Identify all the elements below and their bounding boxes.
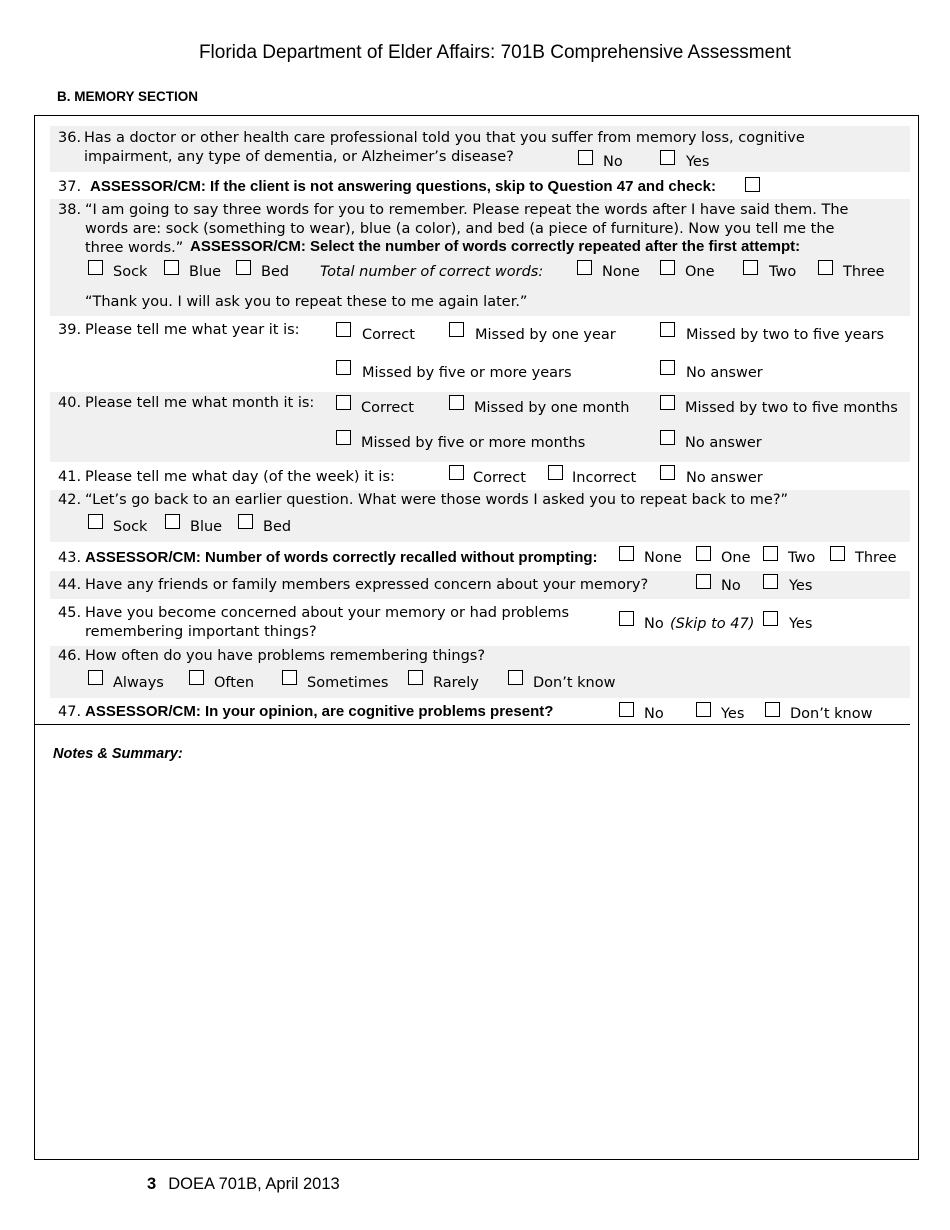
q45-number: 45. bbox=[58, 605, 82, 621]
q38-bed-checkbox[interactable] bbox=[236, 260, 251, 275]
notes-summary-label: Notes & Summary: bbox=[53, 746, 183, 762]
q40-correct-label: Correct bbox=[361, 400, 414, 416]
q38-text-line1: “I am going to say three words for you to remember. Please repeat the words after I have said them. The bbox=[85, 202, 849, 218]
q46-dont-know-checkbox[interactable] bbox=[508, 670, 523, 685]
q42-sock-checkbox[interactable] bbox=[88, 514, 103, 529]
q44-no-label: No bbox=[721, 578, 741, 594]
q44-number: 44. bbox=[58, 577, 82, 593]
q44-no-checkbox[interactable] bbox=[696, 574, 711, 589]
q39-missed-one-label: Missed by one year bbox=[475, 327, 616, 343]
q44-yes-checkbox[interactable] bbox=[763, 574, 778, 589]
q40-no-answer-label: No answer bbox=[685, 435, 762, 451]
q47-number: 47. bbox=[58, 704, 82, 720]
q38-sock-label: Sock bbox=[113, 264, 148, 280]
q43-three-label: Three bbox=[855, 550, 897, 566]
q47-no-label: No bbox=[644, 706, 664, 722]
q43-two-checkbox[interactable] bbox=[763, 546, 778, 561]
q42-blue-checkbox[interactable] bbox=[165, 514, 180, 529]
document-title: Florida Department of Elder Affairs: 701B Comprehensive Assessment bbox=[198, 42, 792, 63]
q40-missed-five-plus-label: Missed by five or more months bbox=[361, 435, 586, 451]
q47-dont-know-label: Don’t know bbox=[790, 706, 873, 722]
q39-missed-two-five-checkbox[interactable] bbox=[660, 322, 675, 337]
q43-one-checkbox[interactable] bbox=[696, 546, 711, 561]
q36-no-checkbox[interactable] bbox=[578, 150, 593, 165]
q47-dont-know-checkbox[interactable] bbox=[765, 702, 780, 717]
q38-sock-checkbox[interactable] bbox=[88, 260, 103, 275]
q42-sock-label: Sock bbox=[113, 519, 148, 535]
q44-yes-label: Yes bbox=[789, 578, 813, 594]
q46-sometimes-checkbox[interactable] bbox=[282, 670, 297, 685]
section-title: B. MEMORY SECTION bbox=[57, 89, 199, 104]
q42-text: “Let’s go back to an earlier question. What were those words I asked you to repeat back to me?” bbox=[85, 492, 789, 508]
q39-correct-label: Correct bbox=[362, 327, 415, 343]
q46-rarely-checkbox[interactable] bbox=[408, 670, 423, 685]
q39-text: Please tell me what year it is: bbox=[85, 322, 300, 338]
q39-correct-checkbox[interactable] bbox=[336, 322, 351, 337]
q36-number: 36. bbox=[58, 130, 82, 146]
q40-missed-one-checkbox[interactable] bbox=[449, 395, 464, 410]
q38-none-checkbox[interactable] bbox=[577, 260, 592, 275]
form-identifier: DOEA 701B, April 2013 bbox=[168, 1175, 340, 1193]
q36-yes-label: Yes bbox=[686, 154, 710, 170]
q41-number: 41. bbox=[58, 469, 82, 485]
q36-yes-checkbox[interactable] bbox=[660, 150, 675, 165]
q38-blue-label: Blue bbox=[189, 264, 222, 280]
q43-two-label: Two bbox=[788, 550, 816, 566]
q41-no-answer-label: No answer bbox=[686, 470, 763, 486]
q39-no-answer-label: No answer bbox=[686, 365, 763, 381]
q40-missed-one-label: Missed by one month bbox=[474, 400, 630, 416]
q38-one-label: One bbox=[685, 264, 715, 280]
q42-number: 42. bbox=[58, 492, 82, 508]
q43-none-label: None bbox=[644, 550, 682, 566]
q45-skip-note: (Skip to 47) bbox=[670, 616, 755, 632]
q41-no-answer-checkbox[interactable] bbox=[660, 465, 675, 480]
q45-yes-label: Yes bbox=[789, 616, 813, 632]
q41-incorrect-label: Incorrect bbox=[572, 470, 637, 486]
q38-total-label: Total number of correct words: bbox=[320, 264, 544, 280]
q38-bed-label: Bed bbox=[261, 264, 290, 280]
q38-thanks-text: “Thank you. I will ask you to repeat these to me again later.” bbox=[85, 294, 528, 310]
q39-missed-one-checkbox[interactable] bbox=[449, 322, 464, 337]
q45-no-label: No bbox=[644, 616, 664, 632]
q41-incorrect-checkbox[interactable] bbox=[548, 465, 563, 480]
q40-correct-checkbox[interactable] bbox=[336, 395, 351, 410]
q36-text-line2: impairment, any type of dementia, or Alzheimer’s disease? bbox=[84, 149, 514, 165]
q46-often-label: Often bbox=[214, 675, 255, 691]
q38-three-checkbox[interactable] bbox=[818, 260, 833, 275]
q40-text: Please tell me what month it is: bbox=[85, 395, 315, 411]
q47-yes-label: Yes bbox=[721, 706, 745, 722]
q43-text: ASSESSOR/CM: Number of words correctly recalled without prompting: bbox=[85, 549, 598, 566]
q46-rarely-label: Rarely bbox=[433, 675, 479, 691]
q45-text-line1: Have you become concerned about your memory or had problems bbox=[85, 605, 570, 621]
q47-no-checkbox[interactable] bbox=[619, 702, 634, 717]
q45-yes-checkbox[interactable] bbox=[763, 611, 778, 626]
q42-bed-checkbox[interactable] bbox=[238, 514, 253, 529]
q46-sometimes-label: Sometimes bbox=[307, 675, 389, 691]
q46-often-checkbox[interactable] bbox=[189, 670, 204, 685]
q40-missed-two-five-checkbox[interactable] bbox=[660, 395, 675, 410]
q46-number: 46. bbox=[58, 648, 82, 664]
page-footer bbox=[147, 1175, 340, 1194]
q44-text: Have any friends or family members expressed concern about your memory? bbox=[85, 577, 649, 593]
q38-none-label: None bbox=[602, 264, 640, 280]
q42-bed-label: Bed bbox=[263, 519, 292, 535]
q39-missed-five-plus-label: Missed by five or more years bbox=[362, 365, 572, 381]
q39-missed-five-plus-checkbox[interactable] bbox=[336, 360, 351, 375]
q36-no-label: No bbox=[603, 154, 623, 170]
q46-always-label: Always bbox=[113, 675, 164, 691]
q43-one-label: One bbox=[721, 550, 751, 566]
q38-number: 38. bbox=[58, 202, 82, 218]
q43-three-checkbox[interactable] bbox=[830, 546, 845, 561]
q38-one-checkbox[interactable] bbox=[660, 260, 675, 275]
q38-assessor-instruction: ASSESSOR/CM: Select the number of words correctly repeated after the first attempt: bbox=[190, 238, 801, 255]
questions-divider bbox=[34, 724, 910, 725]
q38-text-line2: words are: sock (something to wear), blue (a color), and bed (a piece of furniture). Now you tell me the bbox=[85, 221, 835, 237]
q37-number: 37. bbox=[58, 179, 82, 195]
q46-always-checkbox[interactable] bbox=[88, 670, 103, 685]
notes-summary-area[interactable] bbox=[50, 770, 910, 1150]
q38-two-label: Two bbox=[769, 264, 797, 280]
q42-blue-label: Blue bbox=[190, 519, 223, 535]
q38-three-label: Three bbox=[843, 264, 885, 280]
q37-text: ASSESSOR/CM: If the client is not answering questions, skip to Question 47 and check: bbox=[90, 178, 716, 195]
q46-dont-know-label: Don’t know bbox=[533, 675, 616, 691]
q40-missed-two-five-label: Missed by two to five months bbox=[685, 400, 898, 416]
q45-no-checkbox[interactable] bbox=[619, 611, 634, 626]
q47-text: ASSESSOR/CM: In your opinion, are cognitive problems present? bbox=[85, 703, 554, 720]
q37-skip-checkbox[interactable] bbox=[745, 177, 760, 192]
q39-number: 39. bbox=[58, 322, 82, 338]
page-number: 3 bbox=[147, 1175, 157, 1193]
q45-text-line2: remembering important things? bbox=[85, 624, 317, 640]
q38-text-line3: three words.” bbox=[85, 240, 184, 256]
q36-text-line1: Has a doctor or other health care professional told you that you suffer from memory loss, cognitive bbox=[84, 130, 805, 146]
q47-yes-checkbox[interactable] bbox=[696, 702, 711, 717]
q46-text: How often do you have problems remembering things? bbox=[85, 648, 486, 664]
q41-text: Please tell me what day (of the week) it is: bbox=[85, 469, 395, 485]
q39-missed-two-five-label: Missed by two to five years bbox=[686, 327, 885, 343]
q41-correct-checkbox[interactable] bbox=[449, 465, 464, 480]
q43-none-checkbox[interactable] bbox=[619, 546, 634, 561]
q40-number: 40. bbox=[58, 395, 82, 411]
q43-number: 43. bbox=[58, 550, 82, 566]
q40-missed-five-plus-checkbox[interactable] bbox=[336, 430, 351, 445]
q40-no-answer-checkbox[interactable] bbox=[660, 430, 675, 445]
q38-two-checkbox[interactable] bbox=[743, 260, 758, 275]
q38-blue-checkbox[interactable] bbox=[164, 260, 179, 275]
q39-no-answer-checkbox[interactable] bbox=[660, 360, 675, 375]
q41-correct-label: Correct bbox=[473, 470, 526, 486]
